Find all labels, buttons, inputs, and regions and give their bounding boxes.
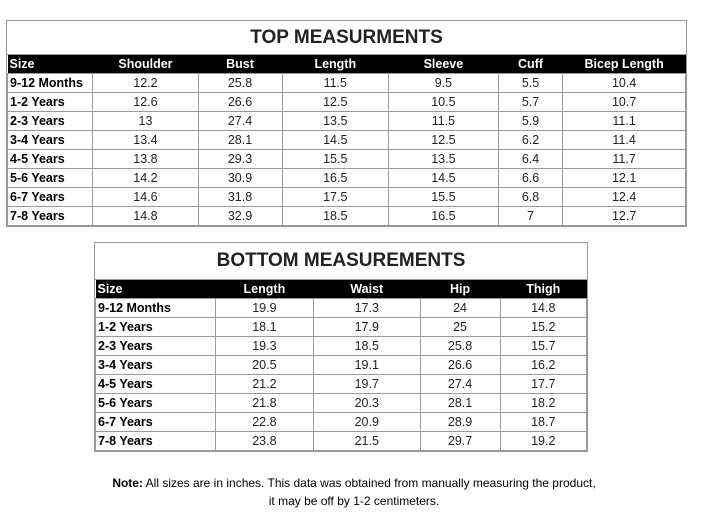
size-cell: 1-2 Years bbox=[8, 93, 93, 112]
size-cell: 7-8 Years bbox=[96, 432, 216, 451]
size-cell: 3-4 Years bbox=[8, 131, 93, 150]
table-row bbox=[8, 93, 686, 112]
size-cell: 5-6 Years bbox=[8, 169, 93, 188]
measurement-cell: 20.5 bbox=[215, 356, 313, 375]
top-measurements-section bbox=[6, 20, 687, 227]
table-row bbox=[8, 188, 686, 207]
column-header: Length bbox=[215, 280, 313, 299]
table-row bbox=[96, 337, 587, 356]
size-cell: 9-12 Months bbox=[8, 74, 93, 93]
measurement-cell: 23.8 bbox=[215, 432, 313, 451]
measurement-cell: 13 bbox=[93, 112, 198, 131]
column-header: Bicep Length bbox=[563, 55, 686, 74]
size-cell: 4-5 Years bbox=[8, 150, 93, 169]
table-row bbox=[96, 356, 587, 375]
column-header: Waist bbox=[313, 280, 420, 299]
measurement-cell: 16.2 bbox=[500, 356, 586, 375]
measurement-cell: 9.5 bbox=[389, 74, 499, 93]
measurement-cell: 14.8 bbox=[93, 207, 198, 226]
table-row bbox=[8, 74, 686, 93]
table-row bbox=[96, 413, 587, 432]
table-header-row bbox=[96, 280, 587, 299]
size-cell: 2-3 Years bbox=[8, 112, 93, 131]
measurement-cell: 18.1 bbox=[215, 318, 313, 337]
measurement-cell: 10.7 bbox=[563, 93, 686, 112]
measurement-cell: 27.4 bbox=[420, 375, 500, 394]
measurement-cell: 5.9 bbox=[498, 112, 562, 131]
measurement-cell: 10.5 bbox=[389, 93, 499, 112]
column-header: Size bbox=[96, 280, 216, 299]
measurement-cell: 20.3 bbox=[313, 394, 420, 413]
measurement-cell: 17.9 bbox=[313, 318, 420, 337]
measurement-cell: 19.3 bbox=[215, 337, 313, 356]
measurement-cell: 28.1 bbox=[198, 131, 282, 150]
table-row bbox=[8, 150, 686, 169]
measurement-cell: 12.7 bbox=[563, 207, 686, 226]
measurement-cell: 20.9 bbox=[313, 413, 420, 432]
measurement-cell: 12.2 bbox=[93, 74, 198, 93]
measurement-cell: 29.3 bbox=[198, 150, 282, 169]
table-row bbox=[96, 432, 587, 451]
measurement-cell: 6.6 bbox=[498, 169, 562, 188]
table-row bbox=[8, 207, 686, 226]
measurement-cell: 28.9 bbox=[420, 413, 500, 432]
column-header: Thigh bbox=[500, 280, 586, 299]
table-row bbox=[96, 394, 587, 413]
measurement-cell: 16.5 bbox=[389, 207, 499, 226]
size-cell: 1-2 Years bbox=[96, 318, 216, 337]
measurement-cell: 25.8 bbox=[198, 74, 282, 93]
measurement-cell: 15.2 bbox=[500, 318, 586, 337]
measurement-cell: 14.5 bbox=[389, 169, 499, 188]
measurement-cell: 18.5 bbox=[313, 337, 420, 356]
measurement-cell: 11.5 bbox=[389, 112, 499, 131]
measurement-cell: 19.1 bbox=[313, 356, 420, 375]
measurement-cell: 21.2 bbox=[215, 375, 313, 394]
measurement-cell: 12.4 bbox=[563, 188, 686, 207]
table-header-row bbox=[8, 55, 686, 74]
measurement-cell: 18.5 bbox=[282, 207, 388, 226]
measurement-cell: 5.7 bbox=[498, 93, 562, 112]
table-row bbox=[8, 131, 686, 150]
measurement-cell: 22.8 bbox=[215, 413, 313, 432]
measurement-cell: 15.5 bbox=[282, 150, 388, 169]
size-cell: 2-3 Years bbox=[96, 337, 216, 356]
measurement-cell: 19.7 bbox=[313, 375, 420, 394]
column-header: Sleeve bbox=[389, 55, 499, 74]
measurement-cell: 5.5 bbox=[498, 74, 562, 93]
measurement-cell: 12.1 bbox=[563, 169, 686, 188]
measurement-cell: 28.1 bbox=[420, 394, 500, 413]
note-label: Note: bbox=[112, 476, 143, 490]
measurement-cell: 21.8 bbox=[215, 394, 313, 413]
table-row bbox=[96, 375, 587, 394]
measurement-cell: 13.4 bbox=[93, 131, 198, 150]
measurement-cell: 16.5 bbox=[282, 169, 388, 188]
note-line-2: it may be off by 1-2 centimeters. bbox=[268, 494, 440, 508]
measurement-cell: 13.5 bbox=[389, 150, 499, 169]
measurement-cell: 15.7 bbox=[500, 337, 586, 356]
measurement-cell: 6.8 bbox=[498, 188, 562, 207]
size-cell: 4-5 Years bbox=[96, 375, 216, 394]
measurement-cell: 11.7 bbox=[563, 150, 686, 169]
measurement-cell: 26.6 bbox=[420, 356, 500, 375]
measurement-cell: 6.2 bbox=[498, 131, 562, 150]
measurement-cell: 12.6 bbox=[93, 93, 198, 112]
measurement-cell: 11.1 bbox=[563, 112, 686, 131]
measurement-cell: 25.8 bbox=[420, 337, 500, 356]
measurement-cell: 21.5 bbox=[313, 432, 420, 451]
size-cell: 6-7 Years bbox=[8, 188, 93, 207]
measurement-cell: 27.4 bbox=[198, 112, 282, 131]
table-row bbox=[8, 112, 686, 131]
column-header: Hip bbox=[420, 280, 500, 299]
column-header: Cuff bbox=[498, 55, 562, 74]
measurement-cell: 32.9 bbox=[198, 207, 282, 226]
measurement-cell: 19.9 bbox=[215, 299, 313, 318]
measurement-cell: 17.7 bbox=[500, 375, 586, 394]
column-header: Size bbox=[8, 55, 93, 74]
measurement-cell: 14.5 bbox=[282, 131, 388, 150]
table-row bbox=[96, 318, 587, 337]
measurement-cell: 24 bbox=[420, 299, 500, 318]
measurement-cell: 29.7 bbox=[420, 432, 500, 451]
measurement-cell: 15.5 bbox=[389, 188, 499, 207]
measurement-cell: 17.5 bbox=[282, 188, 388, 207]
column-header: Bust bbox=[198, 55, 282, 74]
measurement-cell: 14.8 bbox=[500, 299, 586, 318]
measurement-cell: 12.5 bbox=[282, 93, 388, 112]
measurement-cell: 12.5 bbox=[389, 131, 499, 150]
measurement-cell: 18.7 bbox=[500, 413, 586, 432]
size-cell: 5-6 Years bbox=[96, 394, 216, 413]
top-measurements-title: TOP MEASURMENTS bbox=[7, 21, 686, 55]
bottom-measurements-table bbox=[95, 280, 587, 451]
size-cell: 9-12 Months bbox=[96, 299, 216, 318]
bottom-measurements-title: BOTTOM MEASUREMENTS bbox=[95, 243, 587, 280]
measurement-cell: 17.3 bbox=[313, 299, 420, 318]
sizing-note bbox=[0, 474, 708, 510]
measurement-cell: 30.9 bbox=[198, 169, 282, 188]
size-cell: 6-7 Years bbox=[96, 413, 216, 432]
column-header: Length bbox=[282, 55, 388, 74]
measurement-cell: 31.8 bbox=[198, 188, 282, 207]
measurement-cell: 6.4 bbox=[498, 150, 562, 169]
measurement-cell: 19.2 bbox=[500, 432, 586, 451]
measurement-cell: 7 bbox=[498, 207, 562, 226]
column-header: Shoulder bbox=[93, 55, 198, 74]
measurement-cell: 11.5 bbox=[282, 74, 388, 93]
note-line-1: All sizes are in inches. This data was obtained from manually measuring the product, bbox=[145, 476, 596, 490]
measurement-cell: 14.6 bbox=[93, 188, 198, 207]
measurement-cell: 14.2 bbox=[93, 169, 198, 188]
measurement-cell: 26.6 bbox=[198, 93, 282, 112]
measurement-cell: 25 bbox=[420, 318, 500, 337]
table-row bbox=[96, 299, 587, 318]
bottom-measurements-section bbox=[94, 242, 588, 452]
size-cell: 7-8 Years bbox=[8, 207, 93, 226]
measurement-cell: 13.8 bbox=[93, 150, 198, 169]
measurement-cell: 11.4 bbox=[563, 131, 686, 150]
measurement-cell: 18.2 bbox=[500, 394, 586, 413]
measurement-cell: 10.4 bbox=[563, 74, 686, 93]
measurement-cell: 13.5 bbox=[282, 112, 388, 131]
size-cell: 3-4 Years bbox=[96, 356, 216, 375]
top-measurements-table bbox=[7, 55, 686, 226]
table-row bbox=[8, 169, 686, 188]
